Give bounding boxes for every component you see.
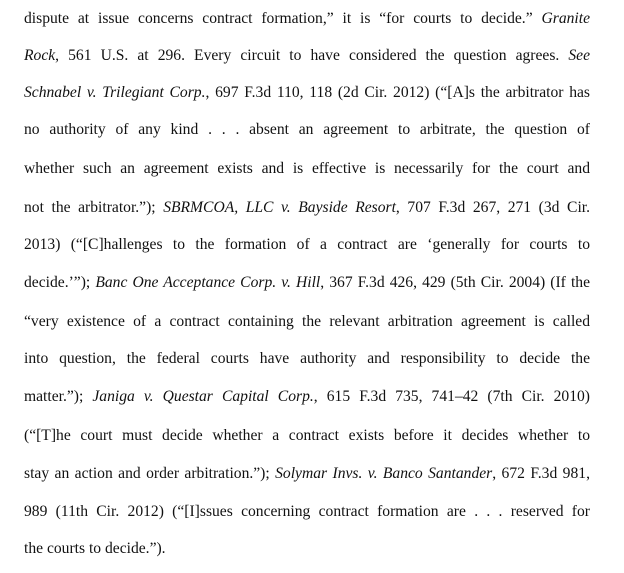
text-run: not the arbitrator.”); [24,199,164,216]
text-run: , 615 F.3d 735, 741–42 (7th Cir. 2010) [313,388,591,405]
text-run: , 367 F.3d 426, 429 (5th Cir. 2004) (If the [320,274,591,291]
text-line-14 [24,499,590,525]
text-line-7 [24,232,590,258]
text-run: matter.”); [24,388,93,405]
text-run: (“[T]he court must decide whether a contract exists before it decides whether to [24,427,590,444]
case-citation-italic: Janiga v. Questar Capital Corp. [92,388,314,405]
text-line-9 [24,309,590,335]
text-line-8 [24,270,590,296]
text-line-11 [24,384,590,410]
text-run: , 697 F.3d 110, 118 (2d Cir. 2012) (“[A]s the arbitrator has [205,84,591,101]
text-run: 2013) (“[C]hallenges to the formation of a contract are ‘generally for courts to [24,236,590,253]
text-run: 989 (11th Cir. 2012) (“[I]ssues concerning contract formation are . . . reserved for [24,503,590,520]
text-line-12 [24,423,590,449]
text-line-1 [24,6,590,32]
case-citation-italic: SBRMCOA, LLC v. Bayside Resort [163,199,396,216]
case-citation-italic: Banc One Acceptance Corp. v. Hill [95,274,321,291]
text-line-6 [24,195,590,221]
case-citation-italic: Granite [541,10,590,27]
text-run: no authority of any kind . . . absent an agreement to arbitrate, the question of [24,121,590,138]
text-run: dispute at issue concerns contract formation,” it is “for courts to decide.” [24,10,542,27]
text-run: , 672 F.3d 981, [492,465,590,482]
text-line-13 [24,461,590,487]
text-run: whether such an agreement exists and is effective is necessarily for the court and [24,160,590,177]
text-line-4 [24,117,590,143]
case-citation-italic: Rock [24,47,56,64]
text-line-10 [24,346,590,372]
case-citation-italic: See [568,47,590,64]
case-citation-italic: Schnabel v. Trilegiant Corp. [24,84,206,101]
text-run: , 561 U.S. at 296. Every circuit to have considered the question agrees. [55,47,569,64]
case-citation-italic: Solymar Invs. v. Banco Santander [275,465,493,482]
text-line-2 [24,43,590,69]
text-line-15 [24,536,590,562]
text-line-5 [24,156,590,182]
text-line-3 [24,80,590,106]
text-run: decide.’”); [24,274,96,291]
text-run: , 707 F.3d 267, 271 (3d Cir. [395,199,591,216]
text-run: stay an action and order arbitration.”); [24,465,276,482]
text-run: the courts to decide.”). [24,540,166,557]
text-run: “very existence of a contract containing the relevant arbitration agreement is called [24,313,590,330]
text-run: into question, the federal courts have authority and responsibility to decide the [24,350,590,367]
